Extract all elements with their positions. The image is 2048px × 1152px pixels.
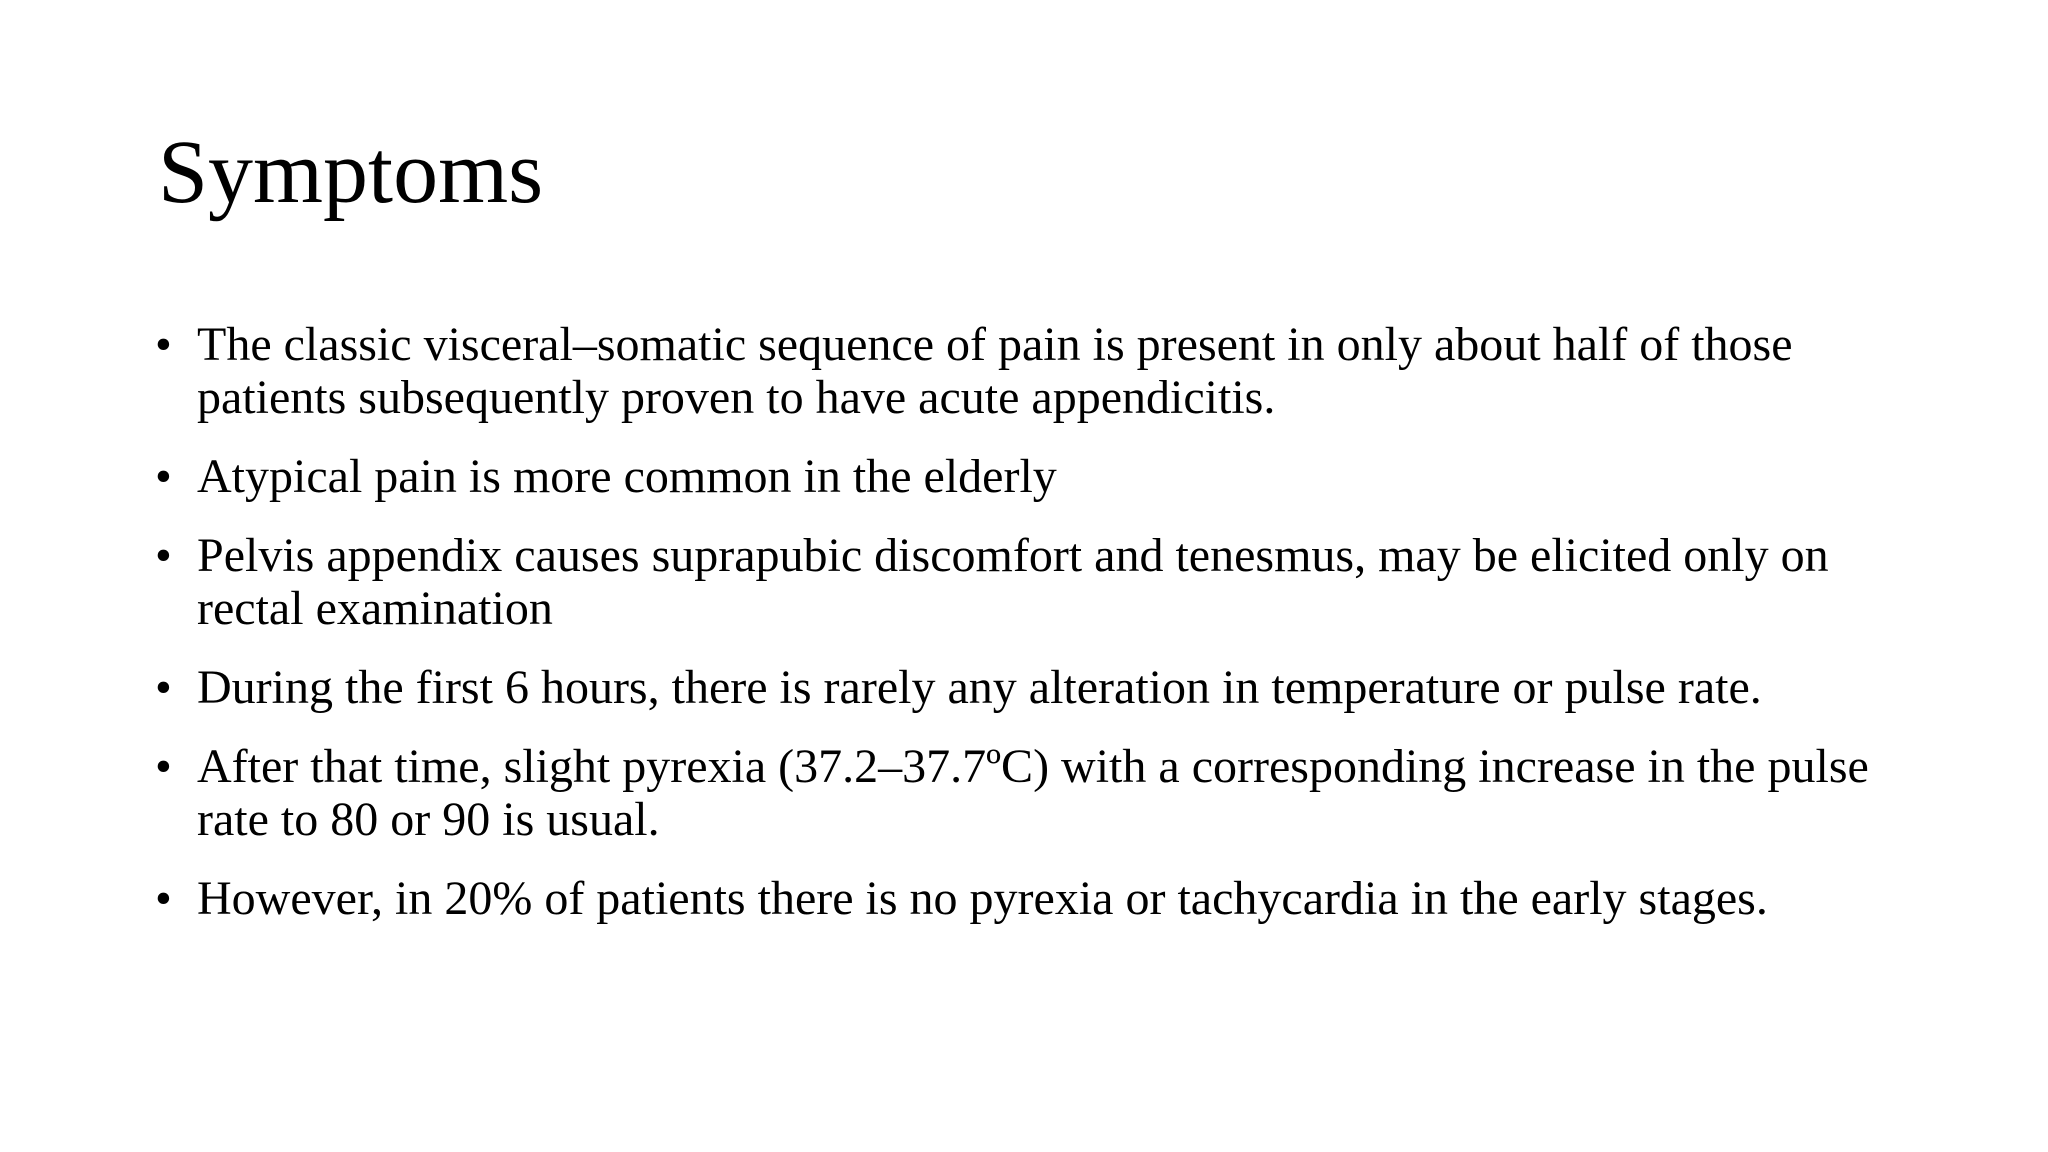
bullet-text: Pelvis appendix causes suprapubic discomfort and tenesmus, may be elicited only on rectal examination: [197, 529, 1829, 635]
bullet-item: [155, 318, 1915, 424]
bullet-icon: •: [155, 661, 172, 714]
bullet-text: After that time, slight pyrexia (37.2–37.7ºC) with a corresponding increase in the pulse rate to 80 or 90 is usual.: [197, 740, 1869, 846]
bullet-icon: •: [155, 740, 172, 793]
bullet-text: Atypical pain is more common in the elderly: [197, 450, 1057, 503]
bullet-list: [155, 318, 1915, 951]
bullet-text: However, in 20% of patients there is no pyrexia or tachycardia in the early stages.: [197, 872, 1768, 925]
bullet-icon: •: [155, 872, 172, 925]
bullet-item: [155, 529, 1915, 635]
bullet-icon: •: [155, 450, 172, 503]
bullet-icon: •: [155, 529, 172, 582]
slide-title: Symptoms: [158, 123, 544, 222]
bullet-text: During the first 6 hours, there is rarely any alteration in temperature or pulse rate.: [197, 661, 1762, 714]
bullet-icon: •: [155, 318, 172, 371]
bullet-item: [155, 740, 1915, 846]
bullet-item: [155, 872, 1915, 925]
bullet-text: The classic visceral–somatic sequence of pain is present in only about half of those patients subsequently proven to have acute appendicitis.: [197, 318, 1793, 424]
bullet-item: [155, 661, 1915, 714]
bullet-item: [155, 450, 1915, 503]
